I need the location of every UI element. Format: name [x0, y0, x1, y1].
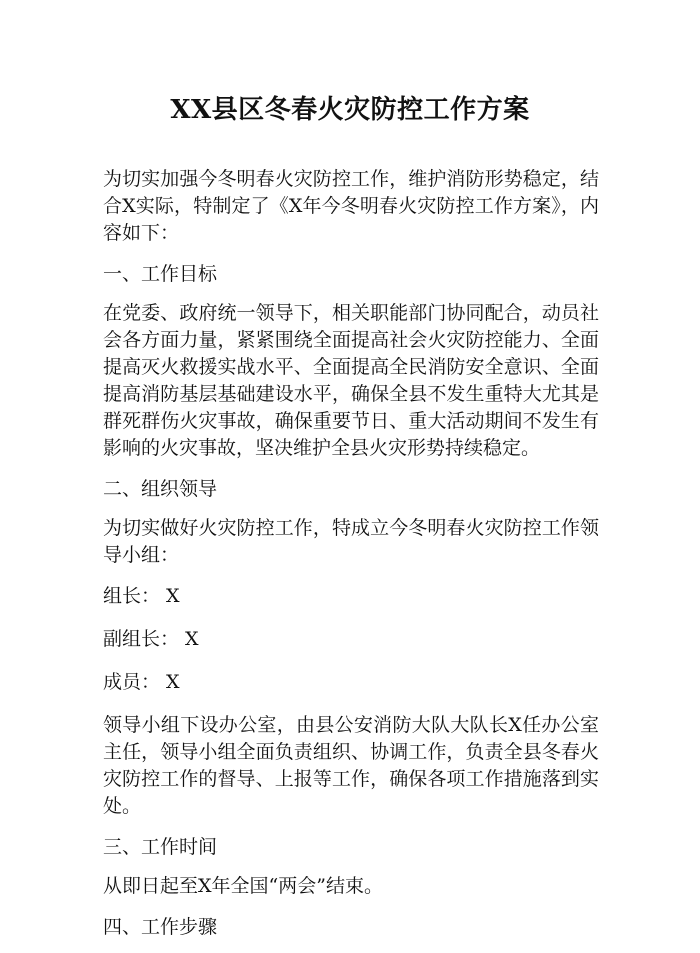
section-heading-goals: 一、工作目标 [103, 263, 218, 285]
section-heading-steps: 四、工作步骤 [103, 916, 218, 938]
document-title: XX县区冬春火灾防控工作方案 [170, 95, 530, 125]
section-heading-timeframe: 三、工作时间 [103, 836, 218, 858]
goals-paragraph: 在党委、政府统一领导下，相关职能部门协同配合，动员社会各方面力量，紧紧围绕全面提高社会火灾防控能力、全面提高灭火救援实战水平、全面提高全民消防安全意识、全面提高消防基层基础建设水平，确保全县不发生重特大尤其是群死群伤火灾事故，确保重要节日、重大活动期间不发生有影响的火灾事故，坚决维护全县火灾形势持续稳定。 [103, 302, 599, 459]
timeframe-paragraph: 从即日起至X年全国“两会”结束。 [103, 875, 383, 897]
document-body [103, 166, 599, 953]
office-paragraph: 领导小组下设办公室，由县公安消防大队大队长X任办公室主任，领导小组全面负责组织、协调工作，负责全县冬春火灾防控工作的督导、上报等工作，确保各项工作措施落到实处。 [103, 714, 599, 817]
section-heading-leadership: 二、组织领导 [103, 478, 218, 500]
deputy-leader-line: 副组长： X [103, 628, 199, 650]
leader-line: 组长： X [103, 585, 180, 607]
intro-paragraph: 为切实加强今冬明春火灾防控工作，维护消防形势稳定，结合X实际，特制定了《X年今冬明春火灾防控工作方案》，内容如下： [103, 168, 599, 244]
leadership-paragraph: 为切实做好火灾防控工作，特成立今冬明春火灾防控工作领导小组： [103, 517, 599, 566]
members-line: 成员： X [103, 671, 180, 693]
